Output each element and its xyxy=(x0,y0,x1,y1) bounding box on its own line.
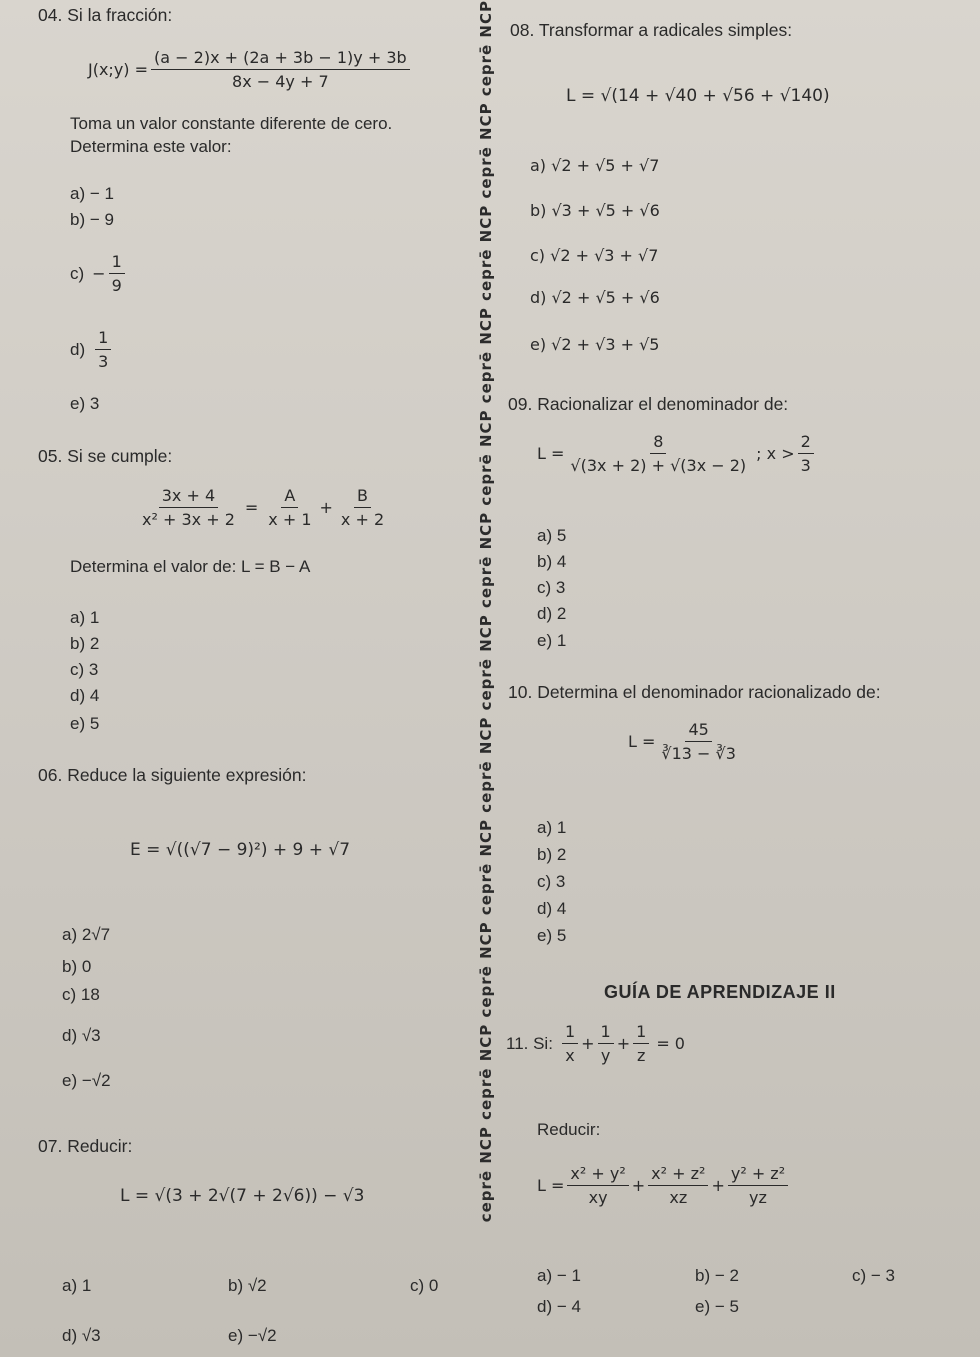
q11-frac-x xyxy=(562,1022,578,1065)
q08-option-c[interactable]: c) √2 + √3 + √7 xyxy=(530,246,659,265)
q06-expression: E = √((√7 − 9)²) + 9 + √7 xyxy=(130,840,351,860)
q09-expression xyxy=(537,432,817,475)
q09-condition-fraction xyxy=(798,432,814,475)
q05-b-fraction xyxy=(338,486,387,529)
q09-numerator: 8 xyxy=(650,432,666,454)
q09-option-d[interactable]: d) 2 xyxy=(537,604,567,623)
q05-title: 05. Si se cumple: xyxy=(38,446,173,466)
q11-term-3-den: yz xyxy=(749,1188,767,1207)
q11-plus-4: + xyxy=(711,1176,725,1195)
q11-frac-z-num: 1 xyxy=(633,1022,649,1044)
q11-frac-x-num: 1 xyxy=(562,1022,578,1044)
q10-denominator: ∛13 − ∛3 xyxy=(661,744,736,763)
q07-option-e[interactable]: e) −√2 xyxy=(228,1326,277,1345)
q11-option-e[interactable]: e) − 5 xyxy=(695,1297,739,1316)
q04-line1: Toma un valor constante diferente de cero. xyxy=(70,114,393,133)
q09-denominator: √(3x + 2) + √(3x − 2) xyxy=(570,456,747,475)
q05-equals: = xyxy=(244,498,259,517)
q05-b-num: B xyxy=(354,486,371,508)
section-title: GUÍA DE APRENDIZAJE II xyxy=(604,982,836,1002)
q11-lhs: L = xyxy=(537,1176,565,1195)
q04-option-a[interactable]: a) − 1 xyxy=(70,184,114,203)
q04-option-c-fraction xyxy=(109,252,125,295)
q11-plus-3: + xyxy=(631,1176,646,1195)
q04-option-d-den: 3 xyxy=(98,352,109,371)
center-logo-divider xyxy=(472,0,500,1357)
q05-a-den: x + 1 xyxy=(268,510,312,529)
q09-title: 09. Racionalizar el denominador de: xyxy=(508,394,789,414)
q10-option-d[interactable]: d) 4 xyxy=(537,899,567,918)
q04-option-b[interactable]: b) − 9 xyxy=(70,210,114,229)
cepre-ncp-logo-strip: ceprē NCP ceprē NCP ceprē NCP ceprē NCP ceprē NCP ceprē NCP ceprē NCP ceprē NCP ceprē NCP ceprē NCP ceprē NCP ceprē NCP xyxy=(477,0,495,1223)
q04-option-c[interactable] xyxy=(70,252,128,295)
q11-option-b[interactable]: b) − 2 xyxy=(695,1266,739,1285)
q11-condition xyxy=(506,1022,685,1065)
q04-option-d-label: d) xyxy=(70,339,86,359)
q05-a-num: A xyxy=(281,486,298,508)
q10-expression xyxy=(628,720,742,763)
q04-option-e[interactable]: e) 3 xyxy=(70,394,100,413)
q04-option-c-den: 9 xyxy=(111,276,122,295)
q08-option-b[interactable]: b) √3 + √5 + √6 xyxy=(530,201,660,220)
q05-option-b[interactable]: b) 2 xyxy=(70,634,100,653)
q06-option-d[interactable]: d) √3 xyxy=(62,1026,101,1045)
q11-plus-2: + xyxy=(616,1034,631,1053)
q11-option-a[interactable]: a) − 1 xyxy=(537,1266,581,1285)
q09-option-c[interactable]: c) 3 xyxy=(537,578,566,597)
q09-lhs: L = xyxy=(537,444,565,463)
q04-lhs: J(x;y) = xyxy=(88,60,149,79)
q10-lhs: L = xyxy=(628,732,656,751)
q09-condition: ; x > xyxy=(756,444,795,463)
q04-fraction xyxy=(151,48,410,91)
q11-term-3 xyxy=(728,1164,788,1207)
q11-frac-z xyxy=(633,1022,649,1065)
q06-option-e[interactable]: e) −√2 xyxy=(62,1071,111,1090)
q11-option-c[interactable]: c) − 3 xyxy=(852,1266,895,1285)
q04-title: 04. Si la fracción: xyxy=(38,5,173,25)
q08-expression: L = √(14 + √40 + √56 + √140) xyxy=(566,86,830,106)
q07-option-a[interactable]: a) 1 xyxy=(62,1276,92,1295)
q11-term-1-num: x² + y² xyxy=(567,1164,628,1186)
q04-fraction-expression xyxy=(88,48,413,91)
q10-title: 10. Determina el denominador racionalizado de: xyxy=(508,682,881,702)
q06-option-b[interactable]: b) 0 xyxy=(62,957,92,976)
q11-frac-z-den: z xyxy=(637,1046,646,1065)
q05-prompt: Determina el valor de: L = B − A xyxy=(70,557,311,576)
q06-title: 06. Reduce la siguiente expresión: xyxy=(38,765,307,785)
q05-lhs-fraction xyxy=(139,486,238,529)
q04-line2: Determina este valor: xyxy=(70,137,232,156)
q09-condition-den: 3 xyxy=(800,456,811,475)
q08-title: 08. Transformar a radicales simples: xyxy=(510,20,793,40)
q04-option-c-num: 1 xyxy=(109,252,125,274)
q11-term-1 xyxy=(567,1164,628,1207)
q11-term-2-num: x² + z² xyxy=(648,1164,708,1186)
q11-expression xyxy=(537,1164,791,1207)
q05-a-fraction xyxy=(265,486,314,529)
q11-plus-1: + xyxy=(581,1034,595,1053)
q06-option-a[interactable]: a) 2√7 xyxy=(62,925,111,944)
q07-title: 07. Reducir: xyxy=(38,1136,133,1156)
q05-equation xyxy=(136,486,390,529)
q04-option-d[interactable] xyxy=(70,328,114,371)
q09-option-b[interactable]: b) 4 xyxy=(537,552,567,571)
q10-option-b[interactable]: b) 2 xyxy=(537,845,567,864)
q11-option-d[interactable]: d) − 4 xyxy=(537,1297,581,1316)
q04-denominator: 8x − 4y + 7 xyxy=(232,72,329,91)
q11-frac-x-den: x xyxy=(565,1046,575,1065)
q05-plus: + xyxy=(319,498,333,517)
q07-option-c[interactable]: c) 0 xyxy=(410,1276,439,1295)
q10-numerator: 45 xyxy=(685,720,711,742)
q11-term-2-den: xz xyxy=(669,1188,688,1207)
q11-frac-y-den: y xyxy=(600,1046,611,1065)
q08-option-a[interactable]: a) √2 + √5 + √7 xyxy=(530,156,660,175)
q04-option-d-fraction xyxy=(95,328,111,371)
q10-option-e[interactable]: e) 5 xyxy=(537,926,567,945)
q11-term-3-num: y² + z² xyxy=(728,1164,788,1186)
q07-option-b[interactable]: b) √2 xyxy=(228,1276,267,1295)
q06-option-c[interactable]: c) 18 xyxy=(62,985,100,1004)
q05-option-c[interactable]: c) 3 xyxy=(70,660,99,679)
q08-option-d[interactable]: d) √2 + √5 + √6 xyxy=(530,288,660,307)
q11-term-2 xyxy=(648,1164,708,1207)
q11-frac-y-num: 1 xyxy=(598,1022,614,1044)
q09-option-a[interactable]: a) 5 xyxy=(537,526,567,545)
q04-option-c-sign: − xyxy=(92,264,106,283)
q11-title: 11. Si: xyxy=(506,1033,553,1053)
q04-option-d-num: 1 xyxy=(95,328,111,350)
q07-expression: L = √(3 + 2√(7 + 2√6)) − √3 xyxy=(120,1186,365,1206)
q11-equals-zero: = 0 xyxy=(656,1034,685,1053)
q05-lhs-den: x² + 3x + 2 xyxy=(142,510,235,529)
q11-reduce-label: Reducir: xyxy=(537,1120,601,1139)
q09-fraction xyxy=(567,432,749,475)
q05-option-a[interactable]: a) 1 xyxy=(70,608,100,627)
q11-term-1-den: xy xyxy=(588,1188,608,1207)
q10-option-c[interactable]: c) 3 xyxy=(537,872,566,891)
q07-option-d[interactable]: d) √3 xyxy=(62,1326,101,1345)
q08-option-e[interactable]: e) √2 + √3 + √5 xyxy=(530,335,660,354)
q10-option-a[interactable]: a) 1 xyxy=(537,818,567,837)
q10-fraction xyxy=(658,720,739,763)
q04-numerator: (a − 2)x + (2a + 3b − 1)y + 3b xyxy=(151,48,410,70)
q05-lhs-num: 3x + 4 xyxy=(159,486,218,508)
q05-option-e[interactable]: e) 5 xyxy=(70,714,100,733)
q05-b-den: x + 2 xyxy=(340,510,385,529)
q09-option-e[interactable]: e) 1 xyxy=(537,631,567,650)
q04-option-c-label: c) xyxy=(70,263,85,283)
q05-option-d[interactable]: d) 4 xyxy=(70,686,100,705)
q11-frac-y xyxy=(598,1022,614,1065)
q09-condition-num: 2 xyxy=(798,432,814,454)
